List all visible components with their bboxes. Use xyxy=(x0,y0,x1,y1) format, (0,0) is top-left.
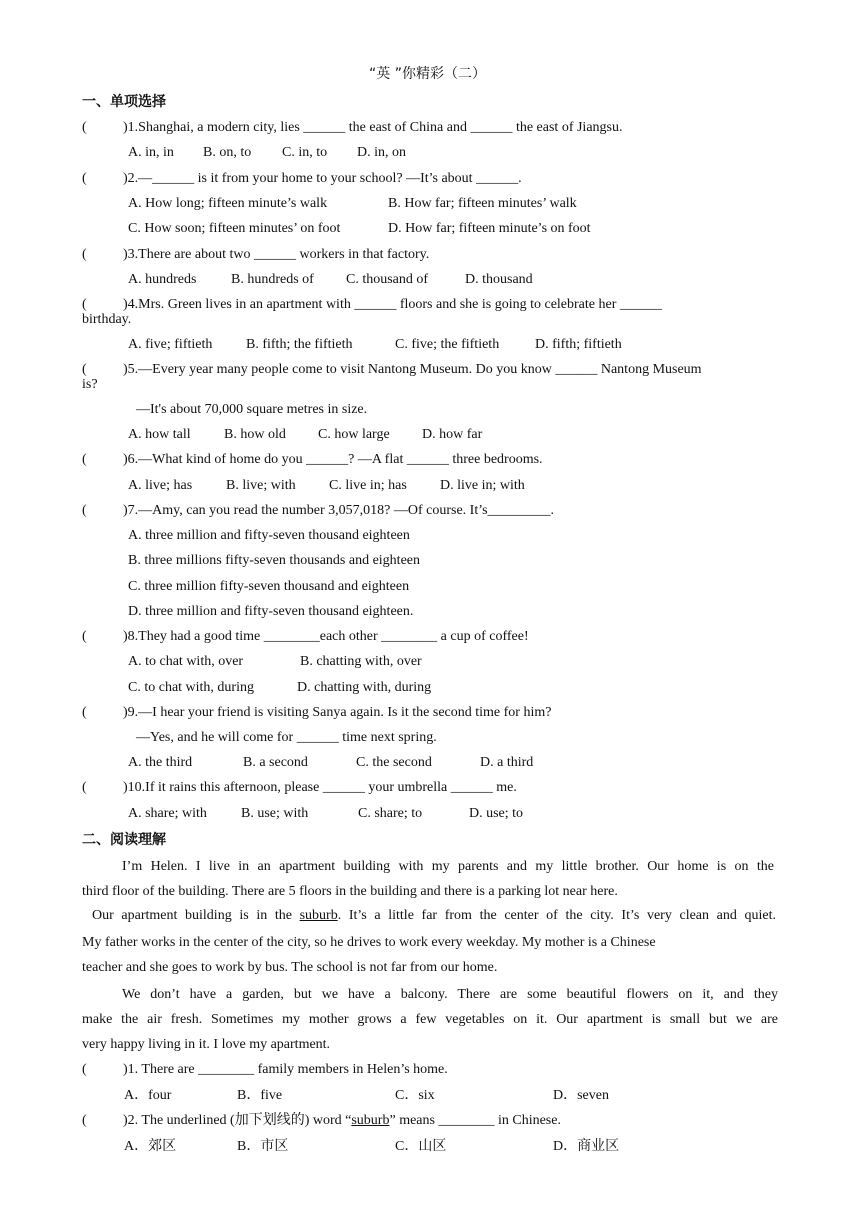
question-7-option-b: B. three millions fifty-seven thousands and eighteen xyxy=(128,553,420,568)
question-8-stem: )8.They had a good time ________each other ________ a cup of coffee! xyxy=(123,629,529,644)
passage-text: . It’s a little far from the center of the city. It’s very clean and quiet. xyxy=(337,908,776,923)
passage-line: very happy living in it. I love my apartment. xyxy=(82,1037,331,1052)
reading-question-1-option-a: A．four xyxy=(124,1088,172,1103)
page-title: “英 ”你精彩（二） xyxy=(369,66,486,82)
question-8-option-d: D. chatting with, during xyxy=(297,680,432,695)
question-1-option-a: A. in, in xyxy=(128,145,174,160)
question-5-stem: )5.—Every year many people come to visit Nantong Museum. Do you know ______ Nantong Museum xyxy=(123,362,702,377)
question-7-option-c: C. three million fifty-seven thousand and eighteen xyxy=(128,579,410,594)
question-8-option-c: C. to chat with, during xyxy=(128,680,254,695)
question-2-stem: )2.—______ is it from your home to your school? —It’s about ______. xyxy=(123,171,522,186)
answer-bracket: ( xyxy=(82,171,87,186)
answer-bracket: ( xyxy=(82,503,87,518)
question-2-option-a: A. How long; fifteen minute’s walk xyxy=(128,196,328,211)
question-8-option-b: B. chatting with, over xyxy=(300,654,422,669)
passage-line: teacher and she goes to work by bus. The school is not far from our home. xyxy=(82,960,498,975)
underlined-word: suburb xyxy=(299,908,338,923)
reading-question-2-option-d: D．商业区 xyxy=(553,1139,620,1154)
passage-line: make the air fresh. Sometimes my mother grows a few vegetables on it. Our apartment is small but we are xyxy=(82,1012,778,1027)
reading-question-1-option-b: B．five xyxy=(237,1088,283,1103)
question-9-option-d: D. a third xyxy=(480,755,534,770)
question-2-option-b: B. How far; fifteen minutes’ walk xyxy=(388,196,577,211)
question-6-option-b: B. live; with xyxy=(226,478,296,493)
question-1-option-b: B. on, to xyxy=(203,145,252,160)
reading-question-1-option-d: D．seven xyxy=(553,1088,609,1103)
answer-bracket: ( xyxy=(82,120,87,135)
question-3-option-a: A. hundreds xyxy=(128,272,197,287)
question-3-option-b: B. hundreds of xyxy=(231,272,314,287)
question-2-option-c: C. How soon; fifteen minutes’ on foot xyxy=(128,221,341,236)
answer-bracket: ( xyxy=(82,780,87,795)
answer-bracket: ( xyxy=(82,629,87,644)
answer-bracket: ( xyxy=(82,1062,87,1077)
section-heading-reading: 二、阅读理解 xyxy=(82,832,166,848)
question-4-option-b: B. fifth; the fiftieth xyxy=(246,337,353,352)
reading-question-1-option-c: C．six xyxy=(395,1088,435,1103)
answer-bracket: ( xyxy=(82,362,87,377)
question-9-option-c: C. the second xyxy=(356,755,432,770)
question-4-option-c: C. five; the fiftieth xyxy=(395,337,500,352)
reading-question-1-stem: )1. There are ________ family members in Helen’s home. xyxy=(123,1062,448,1077)
passage-line: third floor of the building. There are 5 floors in the building and there is a parking lot near here. xyxy=(82,884,618,899)
reading-question-2-stem xyxy=(123,1113,561,1129)
stem-text: ” means ________ in Chinese. xyxy=(389,1113,561,1128)
question-10-option-a: A. share; with xyxy=(128,806,207,821)
question-4-stem: )4.Mrs. Green lives in an apartment with ______ floors and she is going to celebrate her ______ xyxy=(123,297,662,312)
stem-text: )2. The underlined (加下划线的) word “ xyxy=(123,1113,352,1128)
passage-text: Our apartment building is in the xyxy=(92,908,300,923)
question-6-option-a: A. live; has xyxy=(128,478,193,493)
passage-line: We don’t have a garden, but we have a balcony. There are some beautiful flowers on it, and they xyxy=(122,987,778,1002)
question-3-option-c: C. thousand of xyxy=(346,272,429,287)
question-6-stem: )6.—What kind of home do you ______? —A flat ______ three bedrooms. xyxy=(123,452,543,467)
question-2-option-d: D. How far; fifteen minute’s on foot xyxy=(388,221,591,236)
question-5-stem-continued: is? xyxy=(82,377,98,392)
section-heading-multiple-choice: 一、单项选择 xyxy=(82,94,166,110)
question-9-option-a: A. the third xyxy=(128,755,193,770)
question-5-option-c: C. how large xyxy=(318,427,390,442)
question-4-option-a: A. five; fiftieth xyxy=(128,337,213,352)
question-9-stem: )9.—I hear your friend is visiting Sanya again. Is it the second time for him? xyxy=(123,705,552,720)
question-1-option-d: D. in, on xyxy=(357,145,406,160)
question-10-option-c: C. share; to xyxy=(358,806,423,821)
question-7-option-d: D. three million and fifty-seven thousand eighteen. xyxy=(128,604,414,619)
question-9-option-b: B. a second xyxy=(243,755,308,770)
answer-bracket: ( xyxy=(82,1113,87,1128)
question-3-stem: )3.There are about two ______ workers in that factory. xyxy=(123,247,430,262)
question-5-option-b: B. how old xyxy=(224,427,286,442)
answer-bracket: ( xyxy=(82,452,87,467)
question-10-stem: )10.If it rains this afternoon, please ______ your umbrella ______ me. xyxy=(123,780,517,795)
question-7-stem: )7.—Amy, can you read the number 3,057,018? —Of course. It’s_________. xyxy=(123,503,555,518)
question-3-option-d: D. thousand xyxy=(465,272,533,287)
question-4-stem-continued: birthday. xyxy=(82,312,132,327)
question-10-option-d: D. use; to xyxy=(469,806,524,821)
answer-bracket: ( xyxy=(82,297,87,312)
question-1-option-c: C. in, to xyxy=(282,145,328,160)
reading-question-2-option-b: B．市区 xyxy=(237,1139,289,1154)
answer-bracket: ( xyxy=(82,247,87,262)
reading-question-2-option-c: C．山区 xyxy=(395,1139,447,1154)
passage-line: I’m Helen. I live in an apartment building with my parents and my little brother. Our home is on the xyxy=(122,859,774,874)
underlined-word: suburb xyxy=(351,1113,390,1128)
question-5-answer-line: —It's about 70,000 square metres in size. xyxy=(136,402,368,417)
question-5-option-a: A. how tall xyxy=(128,427,191,442)
question-8-option-a: A. to chat with, over xyxy=(128,654,244,669)
question-5-option-d: D. how far xyxy=(422,427,483,442)
question-10-option-b: B. use; with xyxy=(241,806,309,821)
answer-bracket: ( xyxy=(82,705,87,720)
reading-question-2-option-a: A．郊区 xyxy=(124,1139,177,1154)
question-6-option-d: D. live in; with xyxy=(440,478,525,493)
question-1-stem: )1.Shanghai, a modern city, lies ______ the east of China and ______ the east of Jiangsu. xyxy=(123,120,623,135)
passage-line: My father works in the center of the city, so he drives to work every weekday. My mother is a Chinese xyxy=(82,935,656,950)
passage-line-with-underlined-word xyxy=(92,908,776,924)
question-9-answer-line: —Yes, and he will come for ______ time next spring. xyxy=(136,730,437,745)
question-7-option-a: A. three million and fifty-seven thousand eighteen xyxy=(128,528,410,543)
question-4-option-d: D. fifth; fiftieth xyxy=(535,337,622,352)
question-6-option-c: C. live in; has xyxy=(329,478,407,493)
